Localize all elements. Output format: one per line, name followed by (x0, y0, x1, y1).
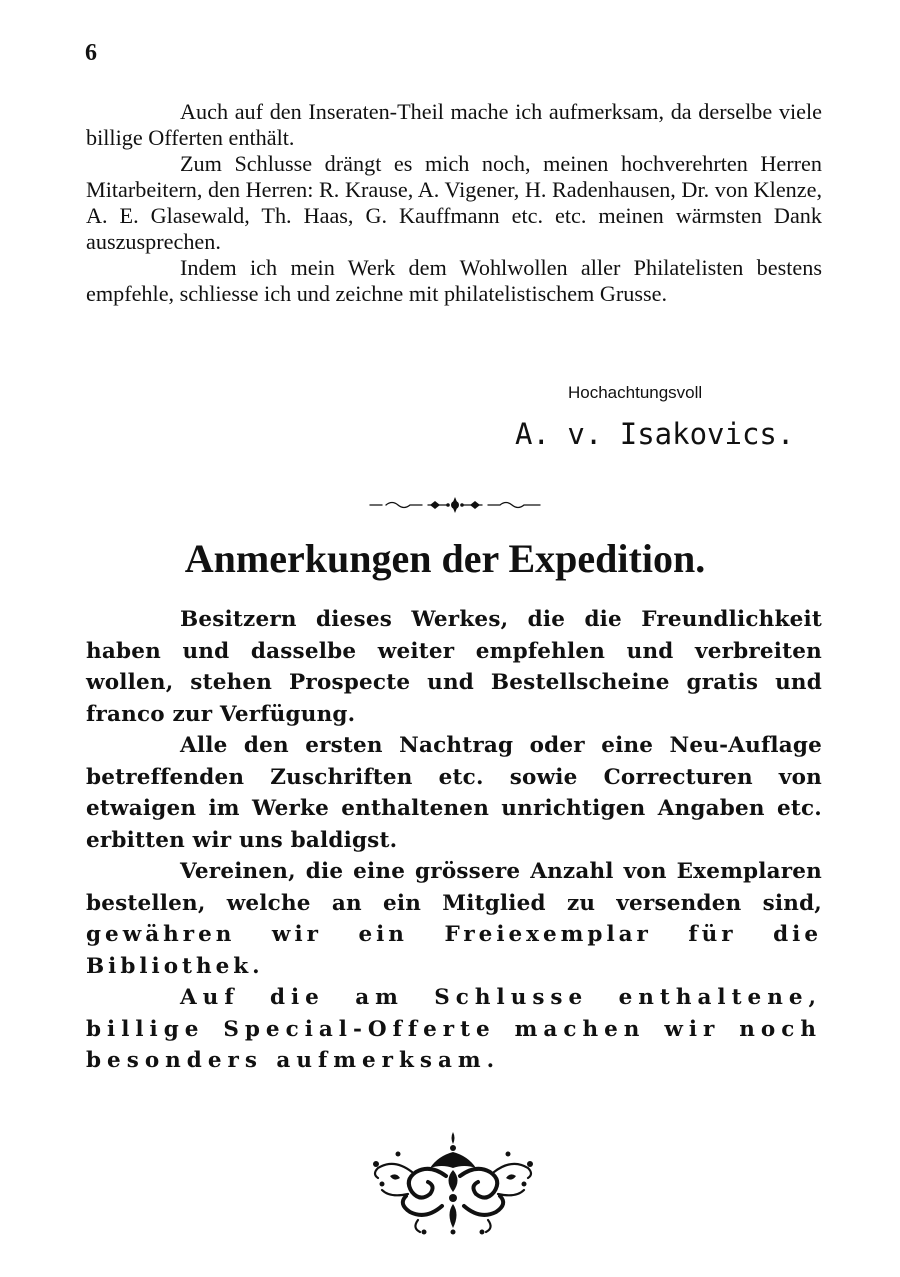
expedition-section (86, 604, 822, 1077)
letter-paragraph: Zum Schlusse drängt es mich noch, meinen hochverehrten Herren Mitarbeitern, den Herren: R. Krause, A. Vigener, H. Radenhausen, Dr. von Klenze, A. E. Glasewald, Th. Haas, G. Kauffmann etc. etc. meinen wärmsten Dank auszusprechen. (86, 151, 822, 254)
decorative-divider-icon (368, 494, 542, 521)
letter-paragraph: Auch auf den Inseraten-Theil mache ich aufmerksam, da derselbe viele billige Offerten enthält. (86, 99, 822, 150)
signature: A. v. Isakovics. (515, 417, 795, 451)
letter-paragraph: Indem ich mein Werk dem Wohlwollen aller Philatelisten bestens empfehle, schliesse ich und zeichne mit philatelistischem Grusse. (86, 255, 822, 306)
floral-tailpiece-icon (368, 1128, 538, 1243)
expedition-paragraph-text: Vereinen, die eine grössere Anzahl von Exemplaren bestellen, welche an ein Mitglied zu versenden sind, (86, 859, 822, 916)
letter-section (86, 99, 822, 307)
closing-greeting: Hochachtungsvoll (568, 383, 703, 402)
emphasized-text: gewähren wir ein Freiexemplar für die Bibliothek. (86, 922, 822, 979)
expedition-paragraph: Auf die am Schlusse enthaltene, billige Special-Offerte machen wir noch besonders aufmerksam. (86, 985, 822, 1073)
page-number: 6 (85, 40, 97, 66)
expedition-paragraph: Besitzern dieses Werkes, die die Freundlichkeit haben und dasselbe weiter empfehlen und verbreiten wollen, stehen Prospecte und Bestellscheine gratis und franco zur Verfügung. (86, 607, 822, 727)
section-heading: Anmerkungen der Expedition. (184, 536, 706, 581)
expedition-paragraph (86, 856, 822, 982)
expedition-paragraph: Alle den ersten Nachtrag oder eine Neu-Auflage betreffenden Zuschriften etc. sowie Correcturen von etwaigen im Werke enthaltenen unrichtigen Angaben etc. erbitten wir uns baldigst. (86, 733, 822, 853)
